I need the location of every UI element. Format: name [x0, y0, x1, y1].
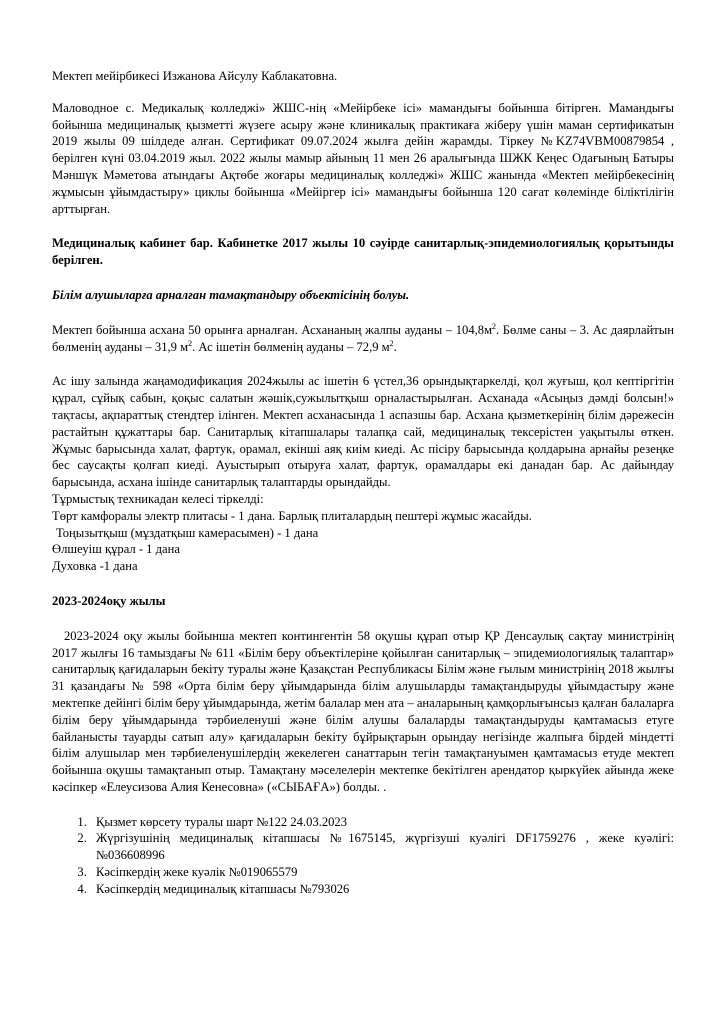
superscript: 2 [389, 338, 394, 348]
equipment-item: Духовка -1 дана [52, 559, 138, 574]
superscript: 2 [492, 321, 497, 331]
equipment-item: Өлшеуіш құрал - 1 дана [52, 542, 180, 557]
education-paragraph: Маловодное с. Медикалық колледжі» ЖШС-нің «Мейірбеке ісі» мамандығы бойынша бітірген. Мамандығы бойынша медициналық қызметті жүзеге асыру және клиникалық практикаға жіберу үшін маман сертификатын 2019 жылы 09 шілдеде алған. Сертификат 09.07.2024 жылға дейін жарамды. Тіркеу №KZ74VBM00879854 , берілген күні 03.04.2019 жыл. 2022 жылы мамыр айының 11 мен 26 аралығында ШЖК Кеңес Одағының Батыры Мәншүк Мәметова атындағы Ақтөбе жоғары медициналық колледжі» ЖШС жанында «Мектеп мейірбекесінің жұмысын ұйымдастыру» циклы бойынша «Мейіргер ісі» мамандығы бойынша 120 сағат көлемінде біліктілігін арттырған. [52, 100, 674, 216]
dining-hall-paragraph: Ас ішу залында жаңамодификация 2024жылы ас ішетін 6 үстел,36 орындықтаркелді, қол жуғыш, қол кептіргітін құрал, сұйық сабын, қоқыс салатын жәшік,сужылытқыш орналастырылған. Асханада «Асыңыз дәмді болсын!» тақтасы, ақпараттық стендтер ілінген. Мектеп асханасында 1 аспазшы бар. Асхана қызметкерінің білім дәрежесін растайтын құжаттары бар. Санитарлық кітапшалары талапқа сай, медициналық тексерістен уақытылы өткен. Жұмыс барысында халат, фартук, орамал, екінші аяқ киім киеді. Ас пісіру барысында қолдарына арнайы резеңке бес саусақты қолғап киеді. Ауыстырып отыруға халат, фартук, орамалдары екі данадан бар. Ас дайындау барысында, асхана ішінде санитарлық талаптарды орындайды. [52, 374, 674, 490]
document-item: 2. Жүргізушінің медициналық кітапшасы №1675145, жүргізуші куәлігі DF1759276 , жеке куәлігі: №036608996 [90, 830, 674, 864]
spacer [52, 217, 674, 235]
spacer [52, 575, 674, 593]
school-year-paragraph: 2023-2024 оқу жылы бойынша мектеп контингентін 58 оқушы құрап отыр ҚР Денсаулық сақтау министрінің 2017 жылғы 16 тамыздағы № 611 «Білім беру объектілеріне қойылған санитарлық – эпидемиологиялық талаптар» санитарлық қағидаларын бекіту туралы және Қазақстан Республикасы Білім және ғылым министрінің 2018 жылғы 31 қазандағы № 598 «Орта білім беру ұйымдарында білім алушыларды тамақтандыруды ұйымдастыру және мектепке дейінгі білім беру ұйымдарында, жетім балалар мен ата – аналарының қамқорлығынсыз қалған балаларға білім беру ұйымдарында тәрбиеленуші және білім алушы балаларды тамақтандыруды қамтамасыз етуге байланысты тауарды сатып алу» қағидаларын бекіту бұйрықтарын орындау негізінде жалпыға бірдей міндетті білім алушылар мен тәрбиеленушілердің жекелеген санаттарын тегін тамақтануымен қамтамасыз етуде мектеп бойынша оқушы тамақтанып отыр. Тамақтану мәселелерін мектепке бекітілген арендатор қыркүйек айында жеке кәсіпкер «Елеусизова Алия Кенесовна» («СЫБАҒА») болды. . [52, 628, 674, 794]
spacer [52, 355, 674, 373]
spacer [52, 85, 674, 100]
spacer [52, 269, 674, 287]
equipment-item: Төрт камфоралы электр плитасы - 1 дана. Барлық плиталардың пештері жұмыс жасайды. [52, 508, 532, 523]
documents-list [52, 814, 674, 898]
document-item: 1. Қызмет көрсету туралы шарт №122 24.03.2023 [90, 814, 674, 831]
equipment-item: Тоңызытқыш (мұздатқыш камерасымен) - 1 дана [56, 525, 319, 540]
canteen-text-4: . [393, 339, 397, 354]
medical-cabinet-statement: Медициналық кабинет бар. Кабинетке 2017 жылы 10 сәуірде санитарлық-эпидемиологиялық қорытынды берілген. [52, 236, 674, 268]
canteen-text-2: . Бөлме саны – 3. Ас даярлайтын бөлменің ауданы – 31,9 м [52, 322, 674, 354]
equipment-intro: Тұрмыстық техникадан келесі тіркелді: [52, 491, 264, 506]
catering-heading: Білім алушыларға арналған тамақтандыру объектісінің болуы. [52, 287, 410, 302]
school-year-heading: 2023-2024оқу жылы [52, 593, 166, 608]
superscript: 2 [188, 338, 193, 348]
canteen-text-3: . Ас ішетін бөлменің ауданы – 72,9 м [192, 339, 390, 354]
canteen-area-paragraph [52, 322, 674, 356]
spacer [52, 304, 674, 322]
nurse-heading: Мектеп мейірбикесі Изжанова Айсулу Каблакатовна. [52, 69, 338, 83]
canteen-text-1: Мектеп бойынша асхана 50 орынға арналған. Асхананың жалпы ауданы – 104,8м [52, 322, 493, 337]
document-page [52, 68, 674, 898]
document-item: 4. Кәсіпкердің медициналық кітапшасы №793026 [90, 881, 674, 898]
spacer [52, 796, 674, 814]
document-item: 3. Кәсіпкердің жеке куәлік №019065579 [90, 864, 674, 881]
spacer [52, 610, 674, 628]
